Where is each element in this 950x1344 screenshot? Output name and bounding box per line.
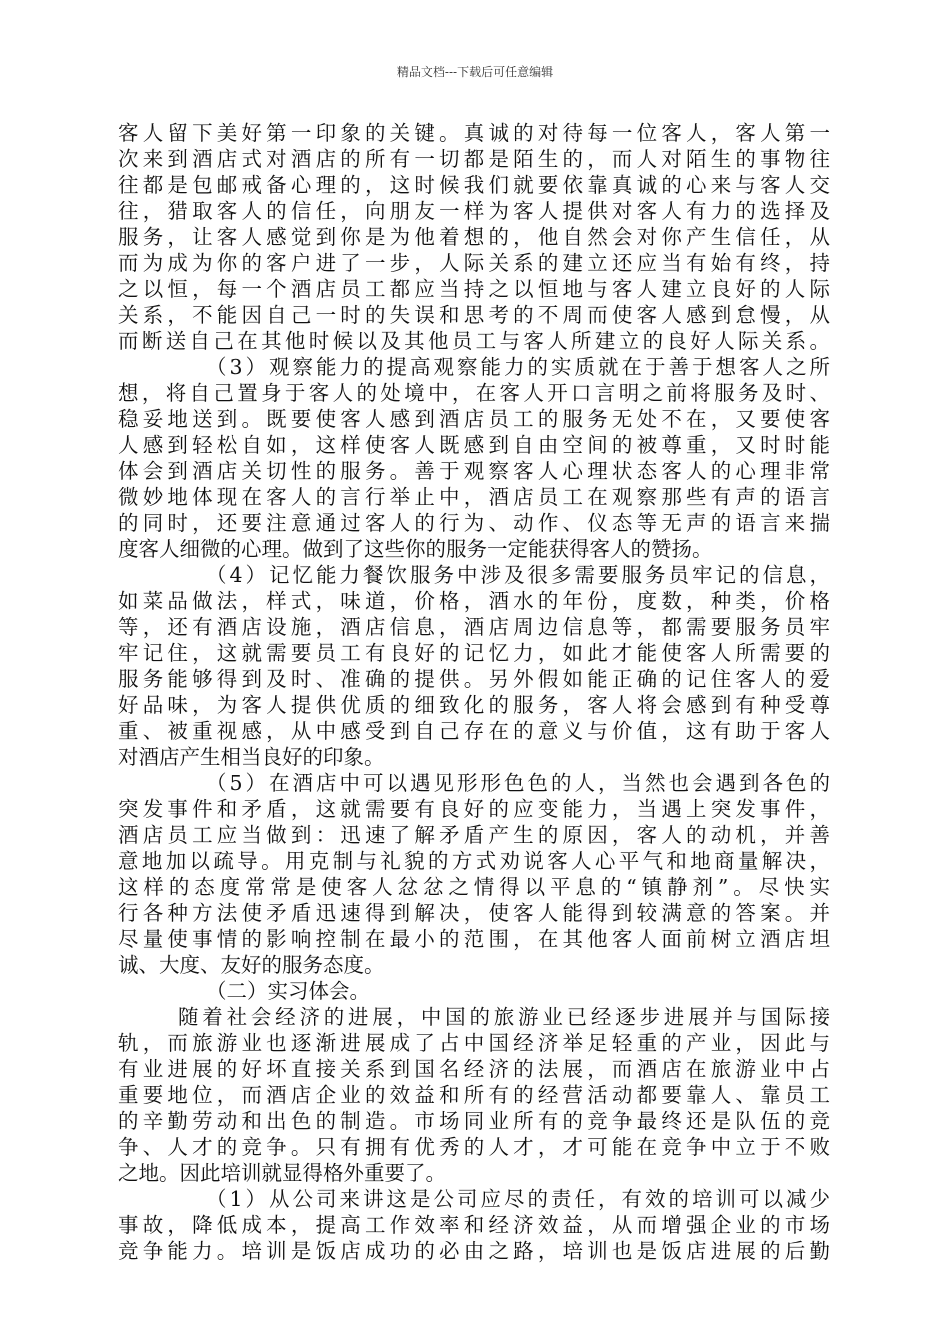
text-line: 次来到酒店式对酒店的所有一切都是陌生的，而人对陌生的事物往 <box>118 147 830 171</box>
text-line: 而为成为你的客户进了一步，人际关系的建立还应当有始有终，持 <box>118 251 830 275</box>
text-line: 对酒店产生相当良好的印象。 <box>118 745 385 769</box>
text-line: 酒店员工应当做到：迅速了解矛盾产生的原因，客人的动机，并善 <box>118 823 830 847</box>
text-line: 人感到轻松自如，这样使客人既感到自由空间的被尊重，又时时能 <box>118 433 830 457</box>
text-line: 而断送自己在其他时候以及其他员工与客人所建立的良好人际关系。 <box>118 329 830 353</box>
text-line: 的辛勤劳动和出色的制造。市场同业所有的竞争最终还是队伍的竞 <box>118 1109 830 1133</box>
text-line: 往都是包邮戒备心理的，这时候我们就要依靠真诚的心来与客人交 <box>118 173 830 197</box>
text-line: 竞争能力。培训是饭店成功的必由之路，培训也是饭店进展的后勤 <box>118 1239 830 1263</box>
page-header: 精品文档---下载后可任意编辑 <box>396 65 554 79</box>
text-line: 服务，让客人感觉到你是为他着想的，他自然会对你产生信任，从 <box>118 225 830 249</box>
text-line: 关系，不能因自己一时的失误和思考的不周而使客人感到怠慢，从 <box>118 303 830 327</box>
text-line: 事故，降低成本，提高工作效率和经济效益，从而增强企业的市场 <box>118 1213 830 1237</box>
text-line: 微妙地体现在客人的言行举止中，酒店员工在观察那些有声的语言 <box>118 485 830 509</box>
text-line: 服务能够得到及时、准确的提供。另外假如能正确的记住客人的爱 <box>118 667 830 691</box>
text-line: 的同时，还要注意通过客人的行为、动作、仪态等无声的语言来揣 <box>118 511 830 535</box>
paragraph-heading: （5）在酒店中可以遇见形形色色的人，当然也会遇到各色的 <box>206 771 830 795</box>
text-line: 争、人才的竞争。只有拥有优秀的人才，才可能在竞争中立于不败 <box>118 1135 830 1159</box>
paragraph-heading: （3）观察能力的提高观察能力的实质就在于善于想客人之所 <box>206 355 830 379</box>
paragraph-heading: （4）记忆能力餐饮服务中涉及很多需要服务员牢记的信息， <box>206 563 830 587</box>
paragraph-first-line: 随着社会经济的进展，中国的旅游业已经逐步进展并与国际接 <box>178 1005 830 1029</box>
text-line: 稳妥地送到。既要使客人感到酒店员工的服务无处不在，又要使客 <box>118 407 830 431</box>
text-line: 诚、大度、友好的服务态度。 <box>118 953 385 977</box>
text-line: 尽量使事情的影响控制在最小的范围，在其他客人面前树立酒店坦 <box>118 927 830 951</box>
text-line: 往，猎取客人的信任，向朋友一样为客人提供对客人有力的选择及 <box>118 199 830 223</box>
text-line: 重、被重视感，从中感受到自己存在的意义与价值，这有助于客人 <box>118 719 830 743</box>
text-line: 客人留下美好第一印象的关键。真诚的对待每一位客人，客人第一 <box>118 121 830 145</box>
text-line: 等，还有酒店设施，酒店信息，酒店周边信息等，都需要服务员牢 <box>118 615 830 639</box>
paragraph-heading: （1）从公司来讲这是公司应尽的责任，有效的培训可以减少 <box>206 1187 830 1211</box>
text-line: 轨，而旅游业也逐渐进展成了占中国经济举足轻重的产业，因此与 <box>118 1031 830 1055</box>
text-line: 好品味，为客人提供优质的细致化的服务，客人将会感到有种受尊 <box>118 693 830 717</box>
text-line: 想，将自己置身于客人的处境中，在客人开口言明之前将服务及时、 <box>118 381 830 405</box>
text-line: 之地。因此培训就显得格外重要了。 <box>118 1161 446 1185</box>
text-line: 突发事件和矛盾，这就需要有良好的应变能力，当遇上突发事件， <box>118 797 830 821</box>
text-line: 度客人细微的心理。做到了这些你的服务一定能获得客人的赞扬。 <box>118 537 713 561</box>
text-line: 如菜品做法，样式，味道，价格，酒水的年份，度数，种类，价格 <box>118 589 830 613</box>
text-line: 牢记住，这就需要员工有良好的记忆力，如此才能使客人所需要的 <box>118 641 830 665</box>
section-heading: （二）实习体会。 <box>206 979 370 1003</box>
text-line: 意地加以疏导。用克制与礼貌的方式劝说客人心平气和地商量解决， <box>118 849 830 873</box>
text-line: 有业进展的好坏直接关系到国名经济的法展，而酒店在旅游业中占 <box>118 1057 830 1081</box>
text-line: 这样的态度常常是使客人忿忿之情得以平息的“镇静剂”。尽快实 <box>118 875 830 899</box>
text-line: 体会到酒店关切性的服务。善于观察客人心理状态客人的心理非常 <box>118 459 830 483</box>
text-line: 重要地位，而酒店企业的效益和所有的经营活动都要靠人、靠员工 <box>118 1083 830 1107</box>
text-line: 之以恒，每一个酒店员工都应当持之以恒地与客人建立良好的人际 <box>118 277 830 301</box>
document-body <box>118 120 830 1264</box>
text-line: 行各种方法使矛盾迅速得到解决，使客人能得到较满意的答案。并 <box>118 901 830 925</box>
